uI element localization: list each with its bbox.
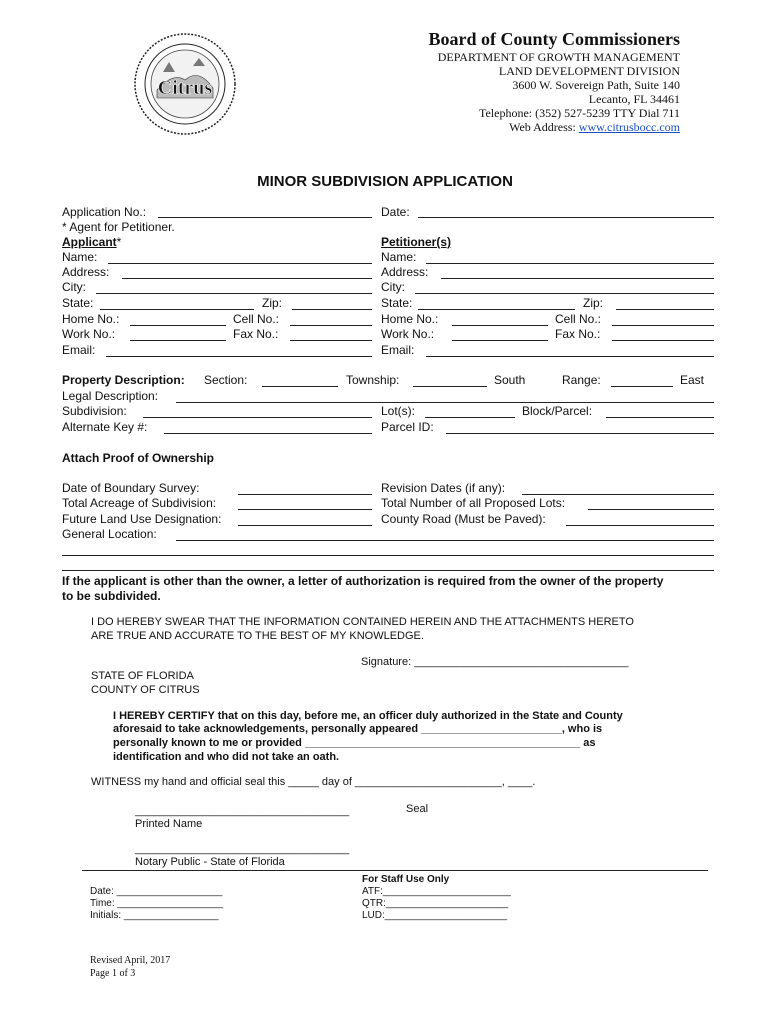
altkey-field[interactable] <box>164 433 372 434</box>
applicant-cell-label: Cell No.: <box>233 312 280 326</box>
lots-label: Lot(s): <box>381 404 416 418</box>
seal-label: Seal <box>406 803 429 815</box>
section-label: Section: <box>204 373 248 387</box>
applicant-email-field[interactable] <box>106 356 372 357</box>
county-seal <box>133 32 237 136</box>
application-no-field[interactable] <box>158 217 372 218</box>
header-address2: Lecanto, FL 34461 <box>588 92 680 106</box>
revised-label: Revised April, 2017 <box>90 955 171 966</box>
applicant-fax-label: Fax No.: <box>233 327 279 341</box>
boundary-field[interactable] <box>238 494 372 495</box>
general-location-field-2[interactable] <box>62 555 714 556</box>
petitioner-cell-label: Cell No.: <box>555 312 602 326</box>
petitioner-home-field[interactable] <box>452 325 548 326</box>
range-label: Range: <box>562 373 601 387</box>
header-title: Board of County Commissioners <box>428 29 680 49</box>
petitioner-name-label: Name: <box>381 250 417 264</box>
petitioner-name-field[interactable] <box>426 263 714 264</box>
applicant-address-field[interactable] <box>122 278 372 279</box>
staff-date[interactable]: Date: ___________________ <box>90 886 223 897</box>
legal-field[interactable] <box>176 402 714 403</box>
petitioner-address-label: Address: <box>381 265 429 279</box>
petitioner-city-label: City: <box>381 280 405 294</box>
date-field[interactable] <box>418 217 714 218</box>
applicant-work-field[interactable] <box>130 340 226 341</box>
staff-heading: For Staff Use Only <box>362 874 450 885</box>
petitioner-cell-field[interactable] <box>612 325 714 326</box>
applicant-heading <box>62 235 121 249</box>
applicant-state-label: State: <box>62 296 94 310</box>
authorization-note-2: to be subdivided. <box>62 589 161 603</box>
signature-line[interactable]: Signature: ___________________________________ <box>361 656 629 668</box>
county-road-label: County Road (Must be Paved): <box>381 512 546 526</box>
printed-name-label: Printed Name <box>135 818 203 830</box>
south-label: South <box>494 373 526 387</box>
certify-line-4: identification and who did not take an oath. <box>113 751 340 763</box>
lots-total-label: Total Number of all Proposed Lots: <box>381 496 566 510</box>
subdivision-field[interactable] <box>143 417 372 418</box>
certify-line-2: aforesaid to take acknowledgements, personally appeared _______________________, who is <box>113 723 603 735</box>
notary-field[interactable]: ___________________________________ <box>135 843 350 855</box>
petitioner-work-label: Work No.: <box>381 327 435 341</box>
certify-line-1: I HEREBY CERTIFY that on this day, before me, an officer duly authorized in the State and County <box>113 710 623 722</box>
petitioner-zip-field[interactable] <box>616 309 714 310</box>
future-land-label: Future Land Use Designation: <box>62 512 222 526</box>
header-phone: Telephone: (352) 527-5239 TTY Dial 711 <box>478 106 680 120</box>
county-road-field[interactable] <box>566 525 714 526</box>
block-field[interactable] <box>606 417 714 418</box>
east-label: East <box>680 373 705 387</box>
agent-note: * Agent for Petitioner. <box>62 220 175 234</box>
petitioner-work-field[interactable] <box>452 340 548 341</box>
section-field[interactable] <box>262 386 338 387</box>
applicant-address-label: Address: <box>62 265 110 279</box>
ownership-heading: Attach Proof of Ownership <box>62 451 215 465</box>
applicant-name-label: Name: <box>62 250 98 264</box>
general-location-field[interactable] <box>176 540 714 541</box>
legal-label: Legal Description: <box>62 389 159 403</box>
staff-lud[interactable]: LUD:______________________ <box>362 910 508 921</box>
applicant-name-field[interactable] <box>108 263 372 264</box>
block-label: Block/Parcel: <box>522 404 593 418</box>
applicant-home-field[interactable] <box>130 325 226 326</box>
staff-qtr[interactable]: QTR:______________________ <box>362 898 509 909</box>
petitioner-fax-field[interactable] <box>612 340 714 341</box>
applicant-work-label: Work No.: <box>62 327 116 341</box>
boundary-label: Date of Boundary Survey: <box>62 481 200 495</box>
swear-line-2: ARE TRUE AND ACCURATE TO THE BEST OF MY KNOWLEDGE. <box>91 630 424 642</box>
range-field[interactable] <box>611 386 673 387</box>
staff-divider <box>82 870 708 871</box>
subdivision-label: Subdivision: <box>62 404 127 418</box>
township-label: Township: <box>346 373 400 387</box>
header-web <box>509 120 680 135</box>
township-field[interactable] <box>413 386 487 387</box>
petitioner-state-label: State: <box>381 296 413 310</box>
lots-field[interactable] <box>425 417 515 418</box>
parcel-field[interactable] <box>446 433 714 434</box>
parcel-label: Parcel ID: <box>381 420 434 434</box>
revision-label: Revision Dates (if any): <box>381 481 506 495</box>
applicant-asterisk: * <box>116 235 122 249</box>
swear-line-1: I DO HEREBY SWEAR THAT THE INFORMATION CONTAINED HEREIN AND THE ATTACHMENTS HERETO <box>91 616 634 628</box>
petitioner-heading: Petitioner(s) <box>381 235 452 249</box>
seal-wordmark: Citrus <box>157 77 213 99</box>
altkey-label: Alternate Key #: <box>62 420 148 434</box>
applicant-cell-field[interactable] <box>290 325 372 326</box>
acreage-field[interactable] <box>238 509 372 510</box>
revision-field[interactable] <box>522 494 714 495</box>
petitioner-fax-label: Fax No.: <box>555 327 601 341</box>
petitioner-zip-label: Zip: <box>583 296 604 310</box>
applicant-heading-text: Applicant <box>62 235 117 249</box>
petitioner-home-label: Home No.: <box>381 312 439 326</box>
general-location-label: General Location: <box>62 527 157 541</box>
petitioner-city-field[interactable] <box>415 293 714 294</box>
applicant-email-label: Email: <box>62 343 96 357</box>
acreage-label: Total Acreage of Subdivision: <box>62 496 217 510</box>
form-title: MINOR SUBDIVISION APPLICATION <box>257 173 513 190</box>
notary-label: Notary Public - State of Florida <box>135 856 285 868</box>
property-heading: Property Description: <box>62 373 185 387</box>
applicant-state-field[interactable] <box>100 309 254 310</box>
petitioner-address-field[interactable] <box>441 278 714 279</box>
applicant-fax-field[interactable] <box>290 340 372 341</box>
authorization-note-1: If the applicant is other than the owner, a letter of authorization is required from the owner of the property <box>62 574 664 588</box>
page-label: Page 1 of 3 <box>90 968 136 979</box>
applicant-zip-label: Zip: <box>262 296 283 310</box>
section-divider <box>62 570 714 571</box>
witness-line: WITNESS my hand and official seal this _____ day of ________________________, ____. <box>91 776 536 788</box>
lots-total-field[interactable] <box>588 509 714 510</box>
applicant-zip-field[interactable] <box>292 309 372 310</box>
header-dept: DEPARTMENT OF GROWTH MANAGEMENT <box>437 50 680 64</box>
header-division: LAND DEVELOPMENT DIVISION <box>498 64 680 78</box>
applicant-city-field[interactable] <box>96 293 372 294</box>
applicant-home-label: Home No.: <box>62 312 120 326</box>
staff-time[interactable]: Time: ___________________ <box>90 898 224 909</box>
application-no-label: Application No.: <box>62 205 147 219</box>
county-label: COUNTY OF CITRUS <box>91 684 200 696</box>
staff-atf[interactable]: ATF:_______________________ <box>362 886 511 897</box>
header-address1: 3600 W. Sovereign Path, Suite 140 <box>512 78 680 92</box>
future-land-field[interactable] <box>238 525 372 526</box>
date-label: Date: <box>381 205 410 219</box>
certify-line-3: personally known to me or provided _____________________________________________ as <box>113 737 596 749</box>
applicant-city-label: City: <box>62 280 86 294</box>
staff-initials[interactable]: Initials: _________________ <box>90 910 219 921</box>
petitioner-state-field[interactable] <box>418 309 575 310</box>
state-label: STATE OF FLORIDA <box>91 670 194 682</box>
petitioner-email-field[interactable] <box>426 356 714 357</box>
web-label: Web Address: <box>509 120 576 134</box>
printed-name-field[interactable]: ___________________________________ <box>135 805 350 817</box>
petitioner-email-label: Email: <box>381 343 415 357</box>
web-link[interactable]: www.citrusbocc.com <box>578 120 680 134</box>
